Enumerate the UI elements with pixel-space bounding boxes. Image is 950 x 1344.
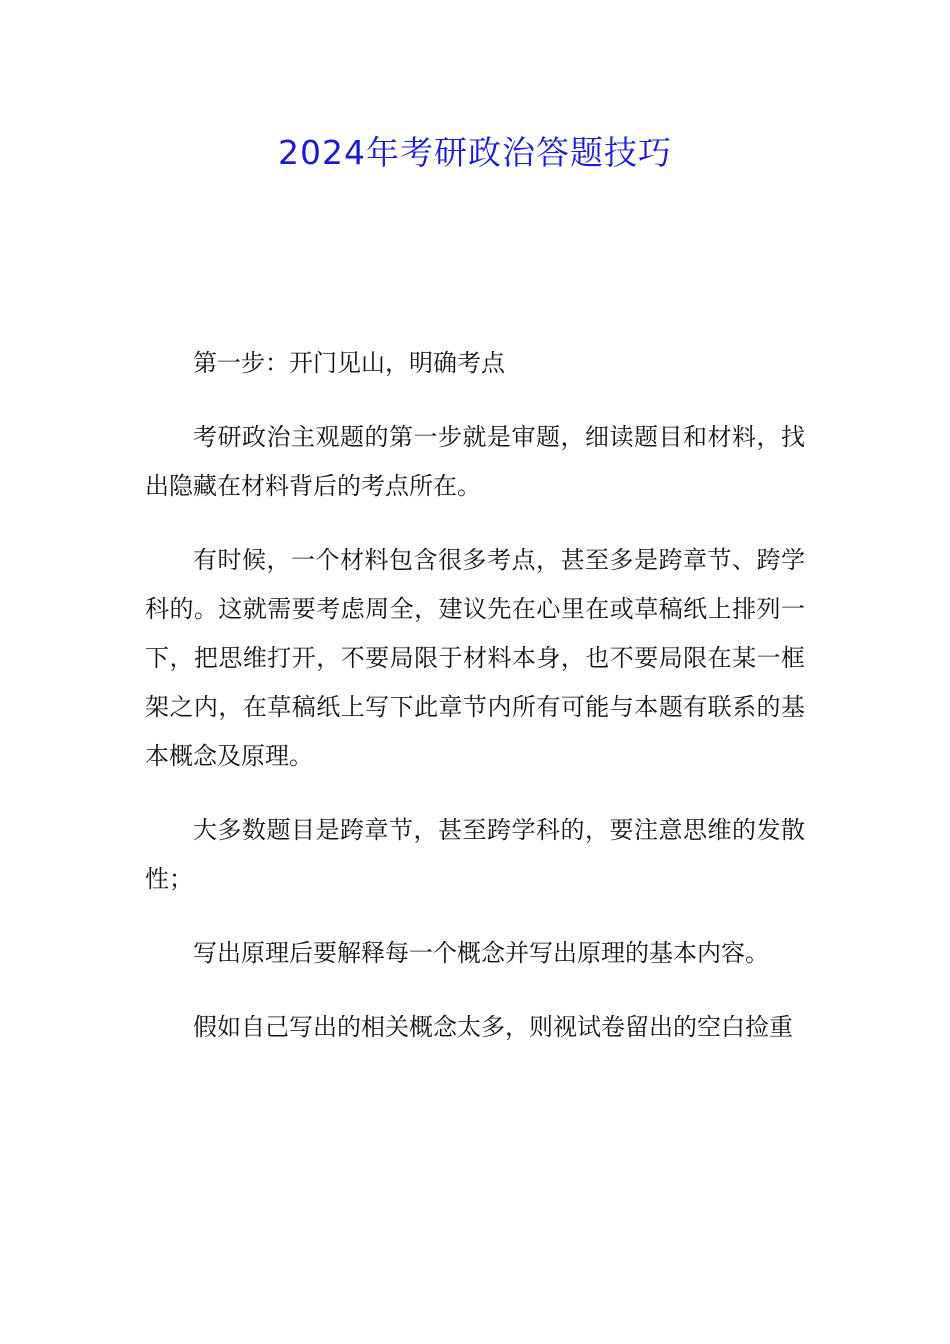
paragraph-step-one-heading: 第一步：开门见山，明确考点 (193, 349, 505, 377)
paragraph: 考研政治主观题的第一步就是审题，细读题目和材料，找出隐藏在材料背后的考点所在。 (145, 423, 805, 500)
document-body (145, 339, 805, 1077)
paragraph: 写出原理后要解释每一个概念并写出原理的基本内容。 (193, 939, 769, 967)
paragraph: 有时候，一个材料包含很多考点，甚至多是跨章节、跨学科的。这就需要考虑周全，建议先在心里在或草稿纸上排列一下，把思维打开，不要局限于材料本身，也不要局限在某一框架之内，在草稿纸上写下此章节内所有可能与本题有联系的基本概念及原理。 (145, 546, 805, 770)
document-title: 2024年考研政治答题技巧 (278, 133, 672, 172)
paragraph: 大多数题目是跨章节，甚至跨学科的，要注意思维的发散性； (145, 816, 805, 893)
paragraph: 假如自己写出的相关概念太多，则视试卷留出的空白捡重 (193, 1013, 793, 1041)
